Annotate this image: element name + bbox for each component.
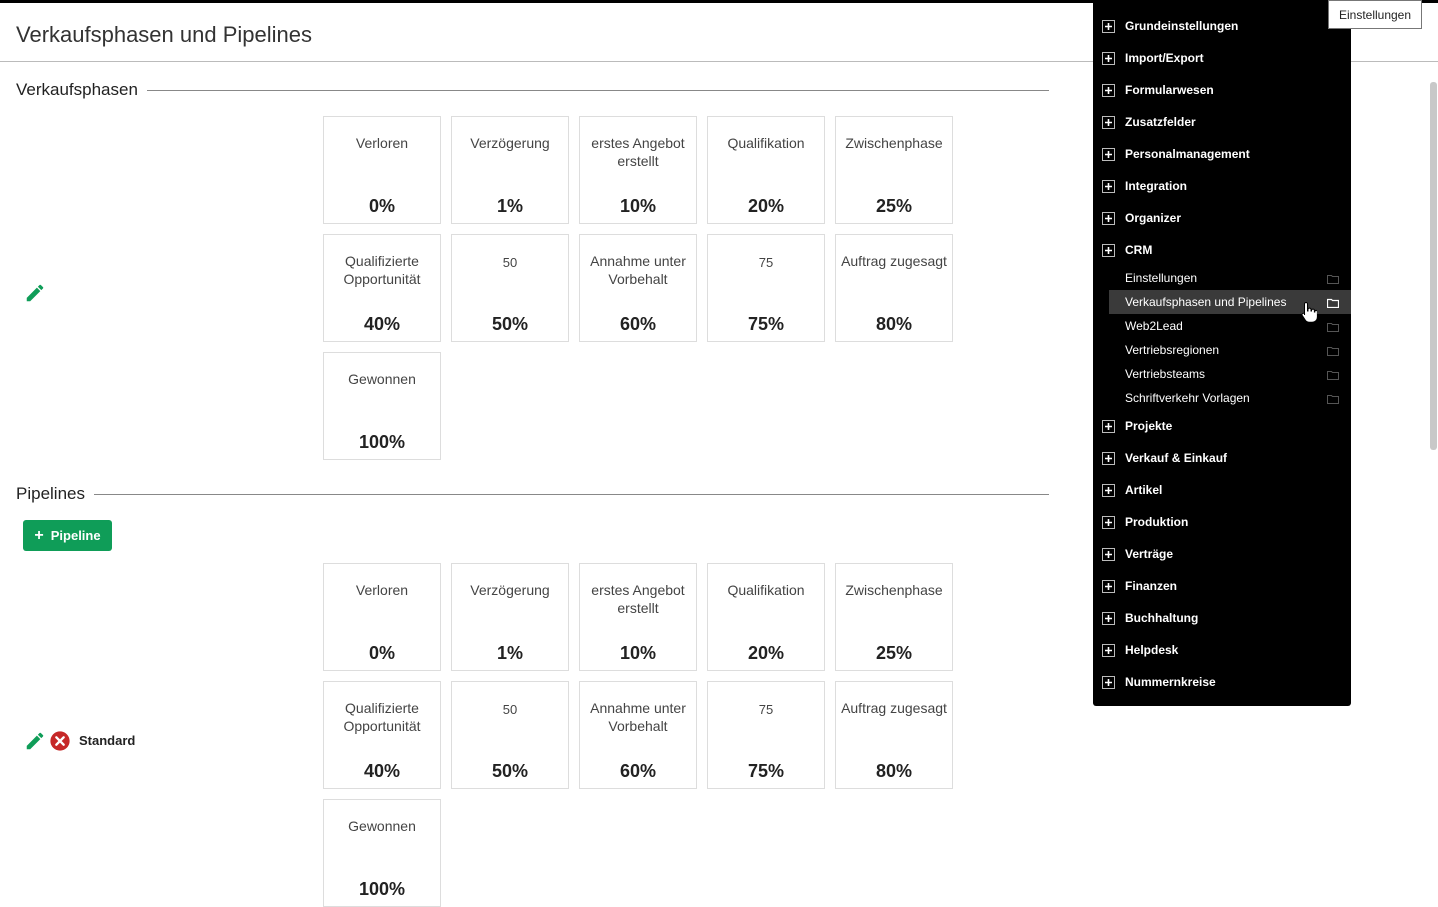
delete-pipeline-icon[interactable] xyxy=(49,730,71,752)
expand-icon xyxy=(1102,644,1115,657)
phase-card xyxy=(835,234,953,342)
pipeline-name: Standard xyxy=(79,733,136,748)
menu-group-organizer[interactable] xyxy=(1093,206,1351,230)
phase-card xyxy=(323,563,441,671)
phase-percent: 50% xyxy=(491,761,529,781)
menu-group-label: Verträge xyxy=(1125,547,1174,561)
phase-name: erstes Angebot erstellt xyxy=(591,582,685,616)
menu-group-integration[interactable] xyxy=(1093,174,1351,198)
phase-name: Qualifizierte Opportunität xyxy=(343,700,421,734)
menu-group-label: CRM xyxy=(1125,243,1153,257)
folder-icon xyxy=(1327,345,1339,355)
menu-group-verkauf-einkauf[interactable] xyxy=(1093,446,1351,470)
phase-percent: 75% xyxy=(747,314,785,334)
section-divider xyxy=(147,90,1049,91)
menu-group-import-export[interactable] xyxy=(1093,46,1351,70)
phase-percent: 60% xyxy=(619,314,657,334)
phase-name: Annahme unter Vorbehalt xyxy=(590,700,686,734)
menu-group-buchhaltung[interactable] xyxy=(1093,606,1351,630)
phase-percent: 75% xyxy=(747,761,785,781)
phase-name: Auftrag zugesagt xyxy=(841,700,947,716)
phase-percent: 60% xyxy=(619,761,657,781)
phase-percent: 50% xyxy=(491,314,529,334)
phase-percent: 10% xyxy=(619,643,657,663)
phase-card xyxy=(579,681,697,789)
phase-card xyxy=(835,116,953,224)
phase-card xyxy=(323,234,441,342)
menu-group-personalmanagement[interactable] xyxy=(1093,142,1351,166)
menu-group-produktion[interactable] xyxy=(1093,510,1351,534)
expand-icon xyxy=(1102,180,1115,193)
expand-icon xyxy=(1102,244,1115,257)
expand-icon xyxy=(1102,676,1115,689)
phase-name: Verzögerung xyxy=(470,582,550,598)
phase-percent: 80% xyxy=(875,314,913,334)
edit-pipeline-icon[interactable] xyxy=(24,730,46,752)
add-pipeline-label: Pipeline xyxy=(50,528,101,543)
phase-percent: 0% xyxy=(368,643,395,663)
phase-card xyxy=(835,563,953,671)
menu-group-label: Integration xyxy=(1125,179,1187,193)
menu-group-label: Helpdesk xyxy=(1125,643,1179,657)
menu-group-finanzen[interactable] xyxy=(1093,574,1351,598)
folder-icon xyxy=(1327,369,1339,379)
menu-item-einstellungen[interactable] xyxy=(1109,266,1351,290)
menu-group-label: Formularwesen xyxy=(1125,83,1214,97)
expand-icon xyxy=(1102,516,1115,529)
section-title-phases: Verkaufsphasen xyxy=(16,80,138,99)
scrollbar[interactable] xyxy=(1430,82,1437,450)
menu-group-label: Buchhaltung xyxy=(1125,611,1199,625)
menu-group-projekte[interactable] xyxy=(1093,414,1351,438)
phase-card xyxy=(579,234,697,342)
phase-card xyxy=(707,116,825,224)
phase-name: 75 xyxy=(758,702,774,717)
phase-name: Zwischenphase xyxy=(845,582,943,598)
menu-group-label: Personalmanagement xyxy=(1125,147,1250,161)
phase-percent: 100% xyxy=(358,879,406,899)
phase-card xyxy=(323,681,441,789)
phase-name: 75 xyxy=(758,255,774,270)
menu-group-label: Verkauf & Einkauf xyxy=(1125,451,1228,465)
menu-item-label: Einstellungen xyxy=(1125,271,1198,285)
menu-group-label: Grundeinstellungen xyxy=(1125,19,1239,33)
phase-name: Auftrag zugesagt xyxy=(841,253,947,269)
phase-name: erstes Angebot erstellt xyxy=(591,135,685,169)
phase-percent: 20% xyxy=(747,196,785,216)
expand-icon xyxy=(1102,420,1115,433)
phase-card xyxy=(451,116,569,224)
phase-name: Verzögerung xyxy=(470,135,550,151)
phase-percent: 40% xyxy=(363,761,401,781)
expand-icon xyxy=(1102,212,1115,225)
phase-card xyxy=(835,681,953,789)
menu-group-label: Zusatzfelder xyxy=(1125,115,1196,129)
plus-icon: + xyxy=(34,526,44,544)
phase-name: Gewonnen xyxy=(348,371,416,387)
tooltip: Einstellungen xyxy=(1328,0,1422,29)
folder-icon xyxy=(1327,321,1339,331)
page-title: Verkaufsphasen und Pipelines xyxy=(16,22,312,47)
folder-icon xyxy=(1327,273,1339,283)
phase-card xyxy=(707,681,825,789)
menu-group-grundeinstellungen[interactable] xyxy=(1093,14,1351,38)
menu-group-label: Produktion xyxy=(1125,515,1189,529)
section-title-pipelines: Pipelines xyxy=(16,484,85,503)
menu-item-vertriebsteams[interactable] xyxy=(1109,362,1351,386)
phase-name: 50 xyxy=(502,255,518,270)
expand-icon xyxy=(1102,52,1115,65)
section-divider xyxy=(94,494,1049,495)
expand-icon xyxy=(1102,116,1115,129)
menu-item-label: Vertriebsregionen xyxy=(1125,343,1220,357)
phase-card xyxy=(707,563,825,671)
hand-cursor-icon xyxy=(1301,301,1317,323)
phase-name: Annahme unter Vorbehalt xyxy=(590,253,686,287)
phase-name: Gewonnen xyxy=(348,818,416,834)
phase-card xyxy=(451,234,569,342)
expand-icon xyxy=(1102,612,1115,625)
phase-name: Verloren xyxy=(355,135,409,151)
phase-percent: 10% xyxy=(619,196,657,216)
phase-percent: 20% xyxy=(747,643,785,663)
phase-card xyxy=(451,563,569,671)
phase-percent: 25% xyxy=(875,643,913,663)
phase-percent: 25% xyxy=(875,196,913,216)
folder-icon xyxy=(1327,297,1339,307)
settings-menu xyxy=(1093,3,1351,706)
folder-icon xyxy=(1327,393,1339,403)
phase-name: 50 xyxy=(502,702,518,717)
phase-percent: 40% xyxy=(363,314,401,334)
menu-group-crm[interactable] xyxy=(1093,238,1351,262)
menu-group-helpdesk[interactable] xyxy=(1093,638,1351,662)
edit-phases-icon[interactable] xyxy=(24,282,46,304)
expand-icon xyxy=(1102,148,1115,161)
phase-name: Verloren xyxy=(355,582,409,598)
menu-item-schriftverkehr-vorlagen[interactable] xyxy=(1109,386,1351,410)
phase-card xyxy=(579,563,697,671)
menu-group-label: Import/Export xyxy=(1125,51,1204,65)
phase-percent: 100% xyxy=(358,432,406,452)
menu-group-nummernkreise[interactable] xyxy=(1093,670,1351,694)
expand-icon xyxy=(1102,484,1115,497)
phase-card xyxy=(323,352,441,460)
expand-icon xyxy=(1102,452,1115,465)
menu-item-label: Schriftverkehr Vorlagen xyxy=(1125,391,1250,405)
menu-item-label: Verkaufsphasen und Pipelines xyxy=(1125,295,1287,309)
expand-icon xyxy=(1102,580,1115,593)
menu-group-verträge[interactable] xyxy=(1093,542,1351,566)
phase-name: Qualifikation xyxy=(727,582,805,598)
menu-group-zusatzfelder[interactable] xyxy=(1093,110,1351,134)
phase-percent: 1% xyxy=(496,196,523,216)
menu-item-label: Vertriebsteams xyxy=(1125,367,1206,381)
menu-group-label: Artikel xyxy=(1125,483,1163,497)
menu-group-label: Finanzen xyxy=(1125,579,1178,593)
menu-item-label: Web2Lead xyxy=(1125,319,1183,333)
menu-group-formularwesen[interactable] xyxy=(1093,78,1351,102)
menu-group-artikel[interactable] xyxy=(1093,478,1351,502)
add-pipeline-button[interactable] xyxy=(23,520,112,551)
phase-percent: 1% xyxy=(496,643,523,663)
phase-percent: 80% xyxy=(875,761,913,781)
section-header-pipelines xyxy=(16,484,1049,504)
menu-group-label: Organizer xyxy=(1125,211,1182,225)
phase-card xyxy=(707,234,825,342)
phase-name: Qualifizierte Opportunität xyxy=(343,253,421,287)
phase-name: Zwischenphase xyxy=(845,135,943,151)
phase-percent: 0% xyxy=(368,196,395,216)
expand-icon xyxy=(1102,548,1115,561)
phase-card xyxy=(451,681,569,789)
section-header-phases xyxy=(16,80,1049,100)
expand-icon xyxy=(1102,20,1115,33)
menu-item-vertriebsregionen[interactable] xyxy=(1109,338,1351,362)
phase-name: Qualifikation xyxy=(727,135,805,151)
phase-card xyxy=(323,116,441,224)
expand-icon xyxy=(1102,84,1115,97)
menu-group-label: Nummernkreise xyxy=(1125,675,1216,689)
menu-group-label: Projekte xyxy=(1125,419,1173,433)
phase-card xyxy=(323,799,441,907)
phase-card xyxy=(579,116,697,224)
